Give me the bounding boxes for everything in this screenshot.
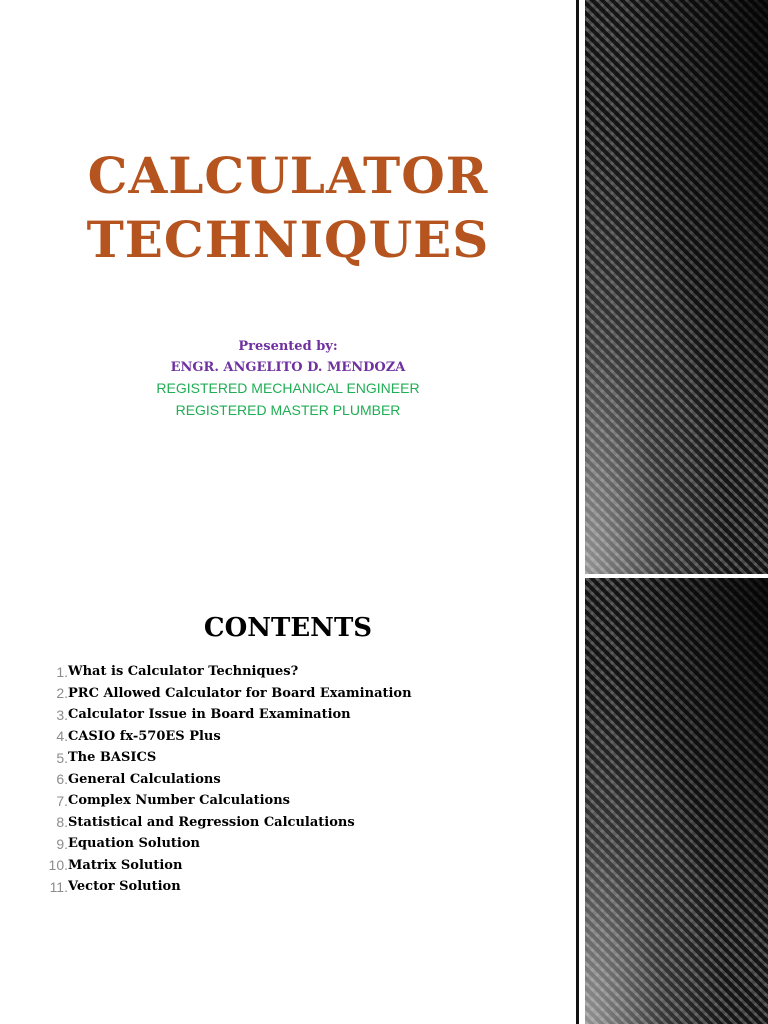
- contents-heading: CONTENTS: [203, 613, 373, 643]
- list-item: [30, 769, 412, 791]
- list-item-label: The BASICS: [68, 750, 157, 766]
- list-item: [30, 876, 412, 898]
- presenter-role-2: REGISTERED MASTER PLUMBER: [175, 402, 401, 418]
- presented-by-label: Presented by:: [238, 339, 338, 354]
- list-item-number: 4.: [56, 728, 68, 745]
- list-item-label: Vector Solution: [68, 879, 181, 895]
- list-item-number: 7.: [56, 792, 68, 809]
- list-item-number: 3.: [56, 706, 68, 723]
- list-item-label: PRC Allowed Calculator for Board Examination: [68, 685, 412, 701]
- list-item: [30, 790, 412, 812]
- presenter-role-1: REGISTERED MECHANICAL ENGINEER: [156, 380, 420, 396]
- list-item: [30, 812, 412, 834]
- contents-list: [30, 661, 412, 898]
- list-item: [30, 704, 412, 726]
- list-item-label: Matrix Solution: [68, 857, 183, 873]
- list-item-label: Equation Solution: [68, 836, 200, 852]
- list-item-label: What is Calculator Techniques?: [68, 664, 299, 680]
- list-item-number: 5.: [56, 749, 68, 766]
- list-item-number: 8.: [56, 814, 68, 831]
- list-item-number: 1.: [56, 663, 68, 680]
- list-item-label: CASIO fx-570ES Plus: [68, 728, 221, 744]
- list-item-number: 11.: [49, 878, 68, 895]
- list-item: [30, 747, 412, 769]
- list-item-number: 6.: [56, 771, 68, 788]
- list-item: [30, 661, 412, 683]
- list-item-number: 2.: [56, 685, 68, 702]
- title-line-1: CALCULATOR: [87, 146, 489, 205]
- carbon-fiber-panel-top: [585, 0, 768, 574]
- title-line-2: TECHNIQUES: [86, 210, 490, 269]
- list-item: [30, 833, 412, 855]
- list-item: [30, 683, 412, 705]
- panel-border-line: [576, 0, 579, 1024]
- carbon-fiber-panel-bottom: [585, 578, 768, 1024]
- list-item: [30, 855, 412, 877]
- presenter-name: ENGR. ANGELITO D. MENDOZA: [170, 360, 406, 375]
- list-item-label: Calculator Issue in Board Examination: [68, 707, 351, 723]
- list-item-label: Complex Number Calculations: [68, 793, 290, 809]
- list-item: [30, 726, 412, 748]
- list-item-label: General Calculations: [68, 771, 221, 787]
- list-item-number: 10.: [48, 857, 68, 874]
- list-item-number: 9.: [56, 835, 68, 852]
- list-item-label: Statistical and Regression Calculations: [68, 814, 355, 830]
